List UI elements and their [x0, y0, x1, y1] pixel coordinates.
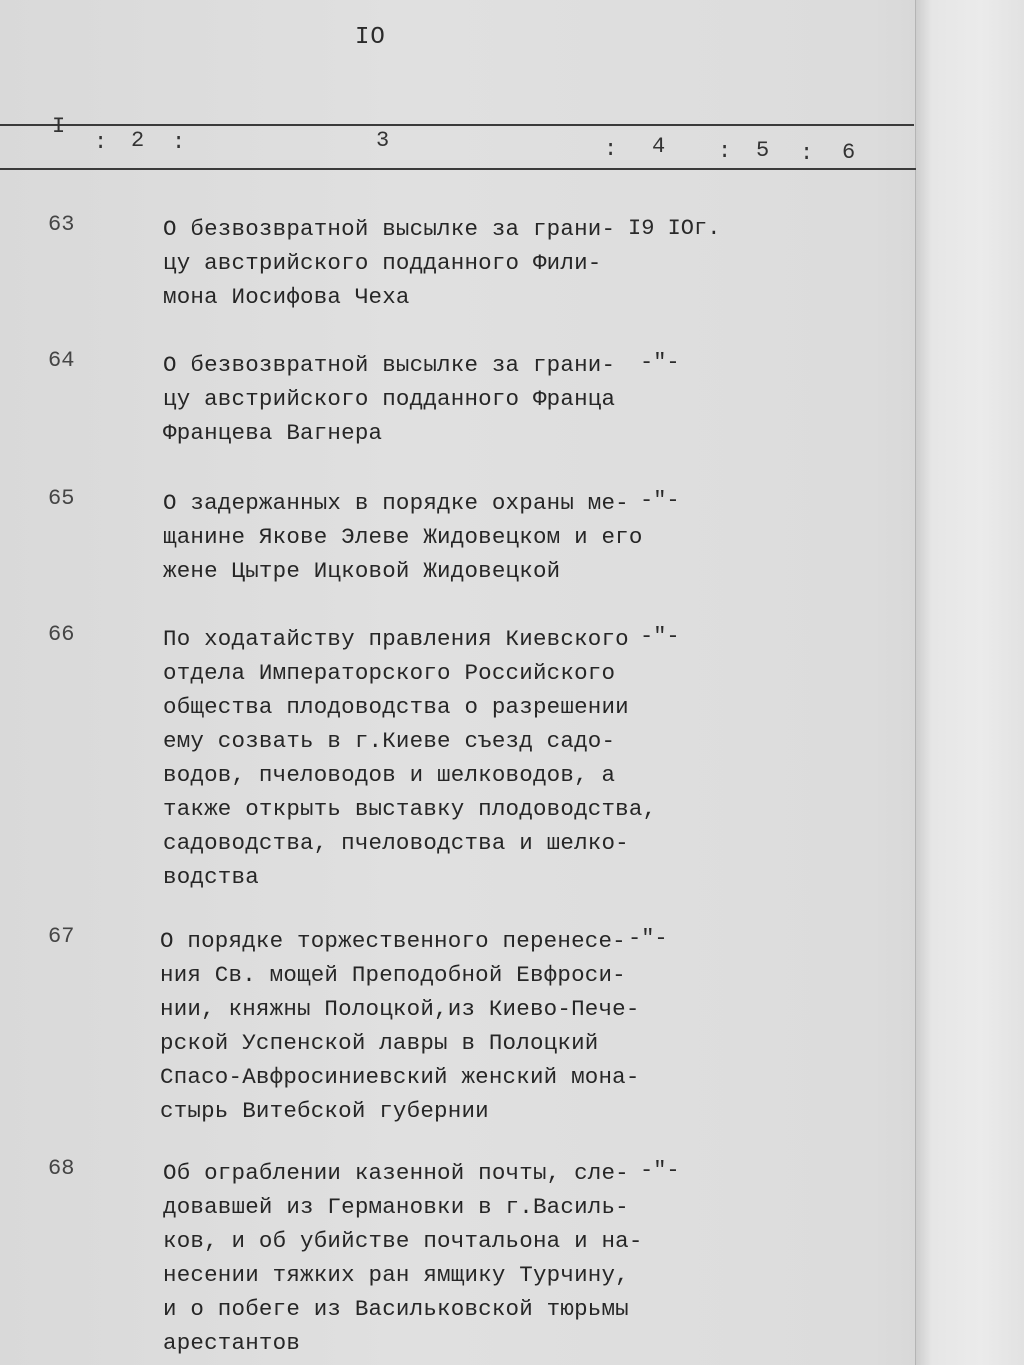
column-header-6: 6: [842, 140, 856, 165]
entry-text-line: жене Цытре Ицковой Жидовецкой: [163, 558, 561, 584]
entry-number: 64: [48, 348, 75, 373]
entry-text-line: О задержанных в порядке охраны ме-: [163, 490, 629, 516]
entry-text-line: отдела Императорского Российского: [163, 660, 616, 686]
entry-text-line: О безвозвратной высылке за грани-: [163, 352, 616, 378]
entry-text-line: щанине Якове Элеве Жидовецком и его: [163, 524, 643, 550]
header-rule-top: [0, 124, 914, 126]
entry-text-line: цу австрийского подданного Франца: [163, 386, 616, 412]
column-separator: :: [604, 137, 618, 162]
adjacent-page-edge: [915, 0, 1024, 1365]
column-header-4: 4: [652, 134, 666, 159]
page-number: IO: [355, 24, 386, 51]
column-separator: :: [94, 130, 108, 155]
column-header-1: I: [52, 114, 66, 139]
entry-text-line: По ходатайству правления Киевского: [163, 626, 629, 652]
entry-text-line: нии, княжны Полоцкой,из Киево-Пече-: [160, 996, 640, 1022]
column-header-5: 5: [756, 138, 770, 163]
entry-text-line: О безвозвратной высылке за грани-: [163, 216, 616, 242]
entry-text-line: водов, пчеловодов и шелководов, а: [163, 762, 616, 788]
entry-text-line: несении тяжких ран ямщику Турчину,: [163, 1262, 629, 1288]
entry-text-line: также открыть выставку плодоводства,: [163, 796, 657, 822]
entry-text-line: Спасо-Авфросиниевский женский мона-: [160, 1064, 640, 1090]
column-header-3: 3: [376, 128, 390, 153]
entry-text-line: мона Иосифова Чеха: [163, 284, 410, 310]
entry-description: [163, 1156, 643, 1360]
entry-description: [163, 622, 657, 894]
entry-text-line: общества плодоводства о разрешении: [163, 694, 629, 720]
entry-text-line: ему созвать в г.Киеве съезд садо-: [163, 728, 616, 754]
column-separator: :: [718, 139, 732, 164]
entry-description: [163, 348, 633, 450]
header-rule-bottom: [0, 168, 916, 170]
entry-text-line: стырь Витебской губернии: [160, 1098, 489, 1124]
entry-text-line: цу австрийского подданного Фили-: [163, 250, 602, 276]
entry-text-line: арестантов: [163, 1330, 301, 1356]
entry-date: I9 IOг.: [628, 216, 721, 241]
entry-date-ditto: -"-: [640, 350, 680, 375]
entry-description: [160, 924, 640, 1128]
entry-text-line: и о побеге из Васильковской тюрьмы: [163, 1296, 629, 1322]
entry-text-line: водства: [163, 864, 259, 890]
column-separator: :: [800, 141, 814, 166]
entry-text-line: Об ограблении казенной почты, сле-: [163, 1160, 629, 1186]
entry-text-line: Францева Вагнера: [163, 420, 383, 446]
entry-description: [163, 486, 643, 588]
entry-date-ditto: -"-: [640, 488, 680, 513]
entry-number: 67: [48, 924, 75, 949]
entry-text-line: ков, и об убийстве почтальона и на-: [163, 1228, 643, 1254]
entry-text-line: ния Св. мощей Преподобной Евфроси-: [160, 962, 626, 988]
column-separator: :: [172, 130, 186, 155]
entry-date-ditto: -"-: [628, 926, 668, 951]
entry-number: 65: [48, 486, 75, 511]
entry-number: 66: [48, 622, 75, 647]
entry-number: 68: [48, 1156, 75, 1181]
entry-number: 63: [48, 212, 75, 237]
entry-description: [163, 212, 633, 314]
entry-text-line: О порядке торжественного перенесе-: [160, 928, 626, 954]
entry-date-ditto: -"-: [640, 1158, 680, 1183]
column-header-2: 2: [131, 128, 145, 153]
entry-text-line: довавшей из Германовки в г.Василь-: [163, 1194, 629, 1220]
entry-text-line: садоводства, пчеловодства и шелко-: [163, 830, 629, 856]
entry-text-line: рской Успенской лавры в Полоцкий: [160, 1030, 599, 1056]
entry-date-ditto: -"-: [640, 624, 680, 649]
